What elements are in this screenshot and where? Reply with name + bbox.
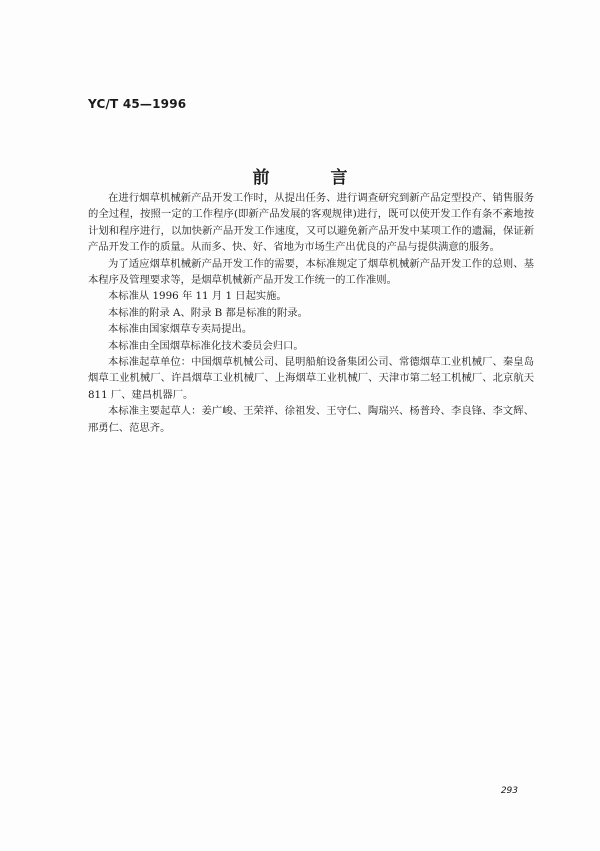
paragraph-purpose: 在进行烟草机械新产品开发工作时，从提出任务、进行调查研究到新产品定型投产、销售服务的全过程，按照一定的工作程序(即新产品发展的客观规律)进行，既可以使开发工作有条不紊地按计划和程序进行，以加快新产品开发工作速度，又可以避免新产品开发中某项工作的遗漏，保证新产品开发工作的质量。从而多、快、好、省地为市场生产出优良的产品与提供满意的服务。 [88, 192, 534, 254]
section-title: 前 言 [252, 168, 370, 188]
paragraph-effective-date: 本标准从 1996 年 11 月 1 日起实施。 [108, 290, 287, 303]
paragraph-scope: 为了适应烟草机械新产品开发工作的需要，本标准规定了烟草机械新产品开发工作的总则、基本程序及管理要求等，是烟草机械新产品开发工作统一的工作准则。 [88, 257, 534, 287]
paragraph-appendix: 本标准的附录 A、附录 B 都是标准的附录。 [108, 306, 308, 319]
paragraph-drafting-units: 本标准起草单位：中国烟草机械公司、昆明船舶设备集团公司、常德烟草工业机械厂、秦皇岛烟草工业机械厂、许昌烟草工业机械厂、上海烟草工业机械厂、天津市第二轻工机械厂、北京航天 811 厂、建昌机器厂。 [88, 356, 534, 401]
standard-code: YC/T 45—1996 [88, 97, 187, 111]
paragraph-committee: 本标准由全国烟草标准化技术委员会归口。 [108, 339, 304, 352]
paragraph-proposer: 本标准由国家烟草专卖局提出。 [108, 323, 253, 336]
foreword-body [88, 190, 534, 436]
paragraph-drafters: 本标准主要起草人：姜广峻、王荣祥、徐祖发、王守仁、陶瑞兴、杨普玲、李良锋、李文辉、邢勇仁、范思齐。 [88, 405, 534, 434]
page-number: 293 [500, 786, 518, 796]
